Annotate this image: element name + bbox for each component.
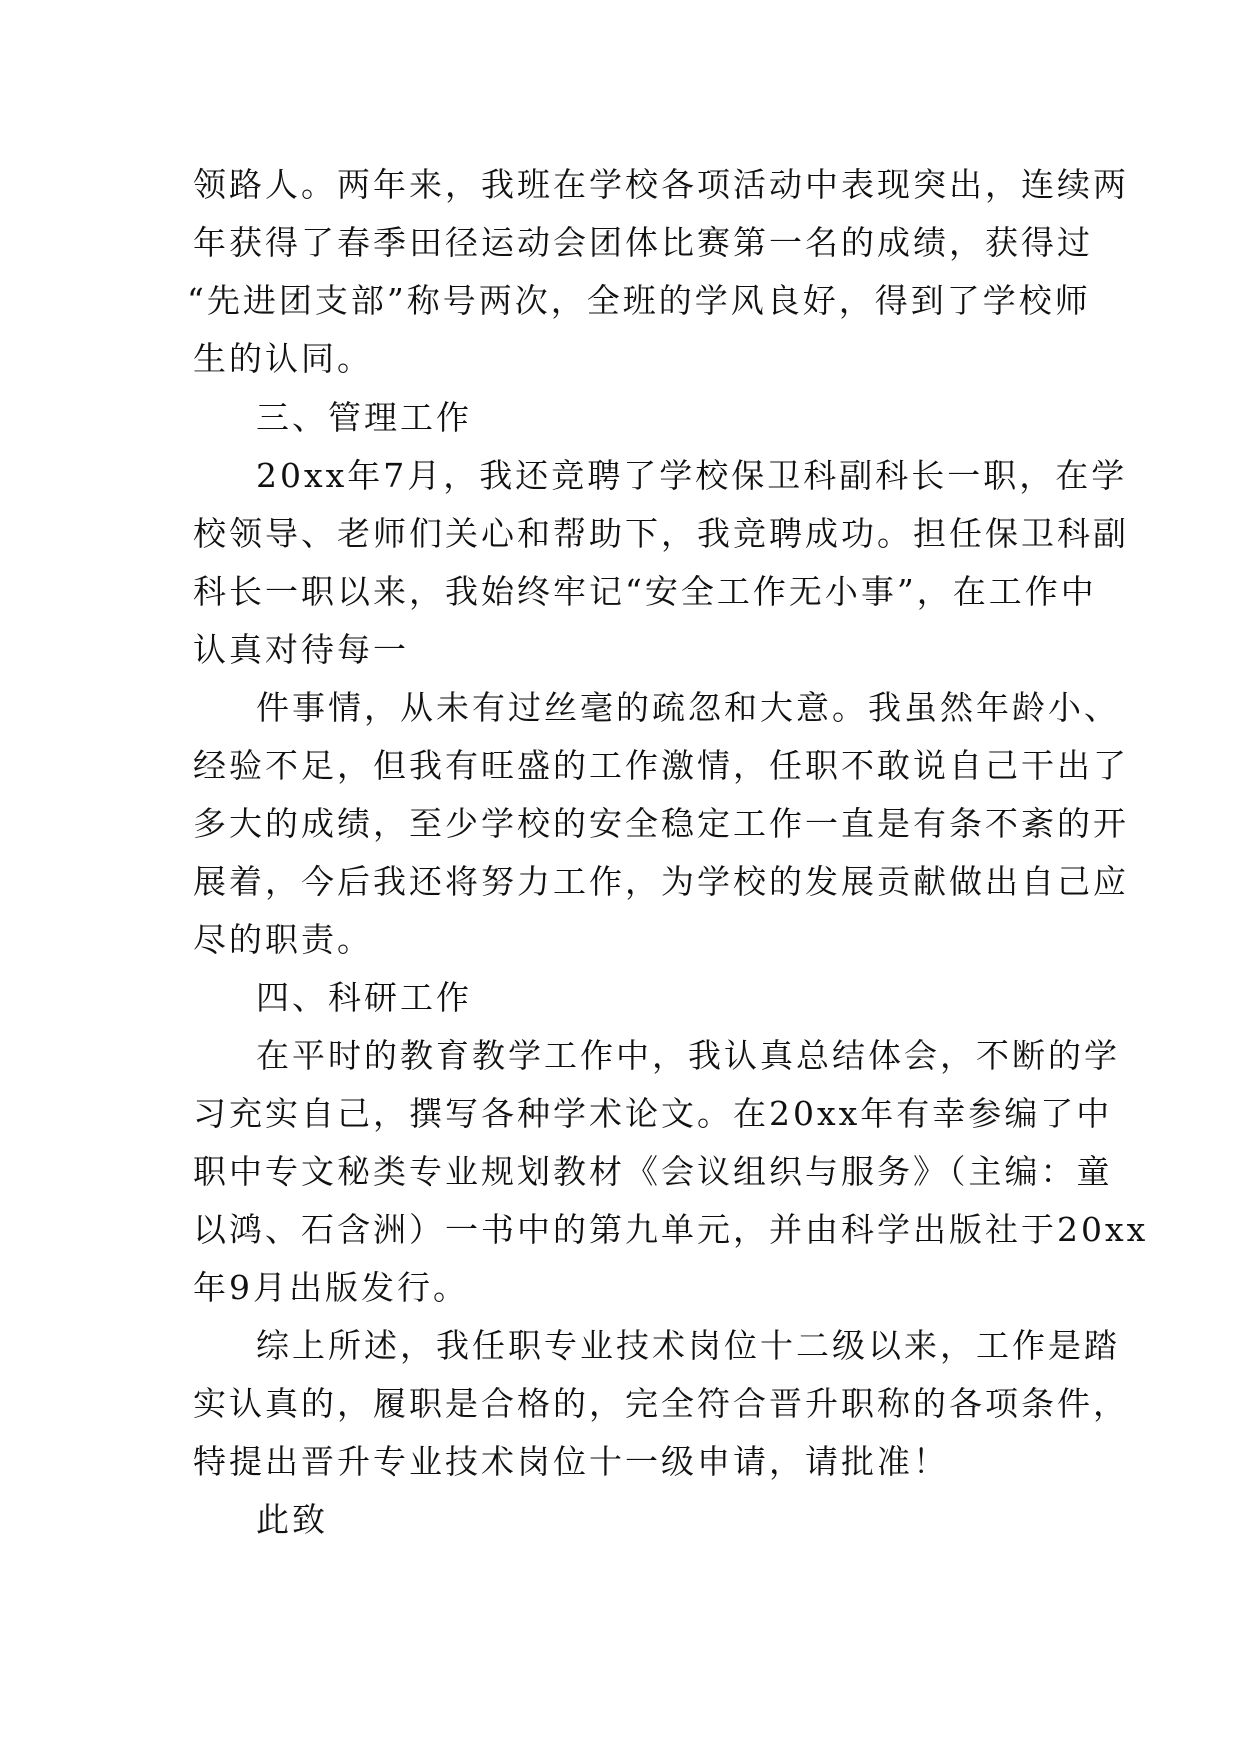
paragraph-line: 实认真的，履职是合格的，完全符合晋升职称的各项条件， <box>193 1384 1129 1423</box>
paragraph-line: 习充实自己，撰写各种学术论文。在20xx年有幸参编了中 <box>193 1094 1113 1133</box>
section-heading-management: 三、管理工作 <box>256 398 472 437</box>
paragraph-line: 展着，今后我还将努力工作，为学校的发展贡献做出自己应 <box>193 862 1129 901</box>
paragraph-line: 尽的职责。 <box>193 920 373 959</box>
paragraph-line: 认真对待每一 <box>193 630 409 669</box>
paragraph-line: 20xx年7月，我还竞聘了学校保卫科副科长一职，在学 <box>256 456 1128 495</box>
paragraph-line: 综上所述，我任职专业技术岗位十二级以来，工作是踏 <box>256 1326 1120 1365</box>
paragraph-line: 年获得了春季田径运动会团体比赛第一名的成绩，获得过 <box>193 223 1093 262</box>
paragraph-line: 校领导、老师们关心和帮助下，我竞聘成功。担任保卫科副 <box>193 514 1129 553</box>
paragraph-line: 多大的成绩，至少学校的安全稳定工作一直是有条不紊的开 <box>193 804 1129 843</box>
paragraph-line: 年9月出版发行。 <box>193 1268 469 1307</box>
section-heading-research: 四、科研工作 <box>256 978 472 1017</box>
paragraph-line: 以鸿、石含洲）一书中的第九单元，并由科学出版社于20xx <box>193 1210 1149 1249</box>
paragraph-line: 领路人。两年来，我班在学校各项活动中表现突出，连续两 <box>193 165 1129 204</box>
paragraph-line: 科长一职以来，我始终牢记“安全工作无小事”，在工作中 <box>193 572 1097 611</box>
paragraph-line: 经验不足，但我有旺盛的工作激情，任职不敢说自己干出了 <box>193 746 1129 785</box>
paragraph-line: 生的认同。 <box>193 339 373 378</box>
paragraph-line: 在平时的教育教学工作中，我认真总结体会，不断的学 <box>256 1036 1120 1075</box>
paragraph-line: “先进团支部”称号两次，全班的学风良好，得到了学校师 <box>187 281 1091 320</box>
paragraph-line: 职中专文秘类专业规划教材《会议组织与服务》（主编：童 <box>193 1152 1113 1191</box>
closing-salutation: 此致 <box>256 1500 328 1539</box>
paragraph-line: 件事情，从未有过丝毫的疏忽和大意。我虽然年龄小、 <box>256 688 1120 727</box>
paragraph-line: 特提出晋升专业技术岗位十一级申请，请批准！ <box>193 1442 949 1481</box>
